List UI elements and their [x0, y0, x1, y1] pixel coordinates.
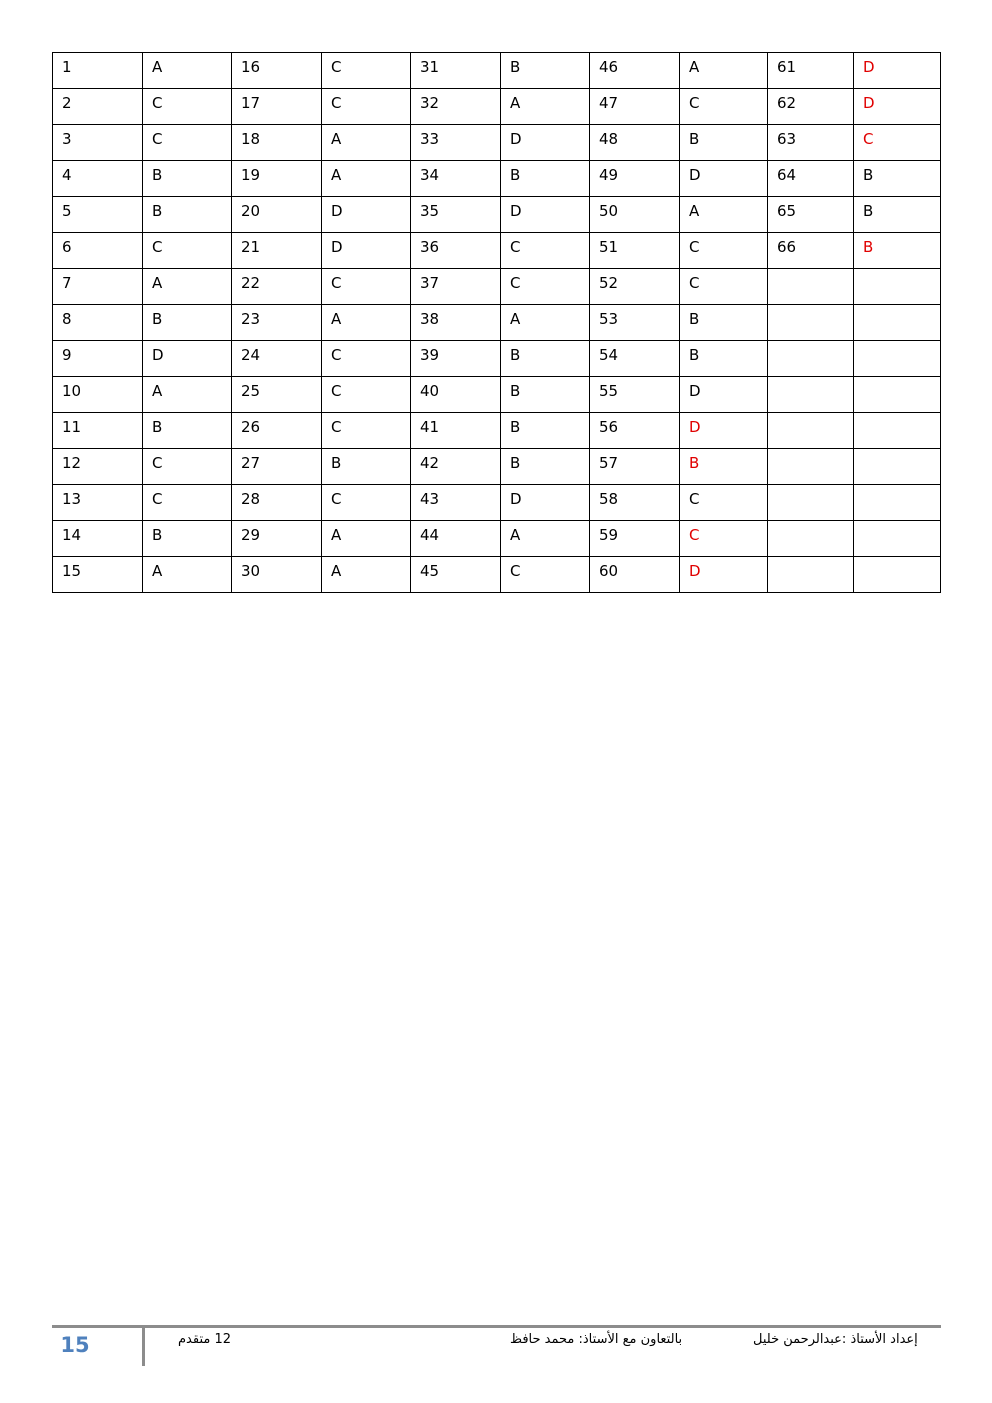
question-number-cell: 10	[53, 377, 143, 413]
answer-letter-cell: C	[680, 269, 768, 305]
answer-letter-cell: C	[680, 89, 768, 125]
answer-letter-cell: B	[501, 449, 590, 485]
question-number-cell: 55	[590, 377, 680, 413]
table-row	[53, 53, 941, 89]
answer-letter-cell: C	[143, 449, 232, 485]
question-number-cell: 2	[53, 89, 143, 125]
answer-letter-cell: A	[322, 125, 411, 161]
question-number-cell: 28	[232, 485, 322, 521]
answer-letter-cell: B	[143, 161, 232, 197]
answer-key-body	[53, 53, 941, 593]
table-row	[53, 521, 941, 557]
answer-letter-cell: C	[322, 89, 411, 125]
answer-letter-cell: D	[143, 341, 232, 377]
question-number-cell: 8	[53, 305, 143, 341]
question-number-cell: 26	[232, 413, 322, 449]
answer-letter-cell: B	[854, 161, 941, 197]
answer-letter-cell: D	[501, 485, 590, 521]
table-row	[53, 557, 941, 593]
question-number-cell: 47	[590, 89, 680, 125]
question-number-cell: 5	[53, 197, 143, 233]
question-number-cell: 45	[411, 557, 501, 593]
answer-letter-cell: A	[322, 305, 411, 341]
answer-letter-cell	[854, 521, 941, 557]
question-number-cell: 18	[232, 125, 322, 161]
footer-grade: 12 متقدم	[178, 1332, 232, 1347]
answer-letter-cell: A	[143, 269, 232, 305]
answer-letter-cell: C	[322, 53, 411, 89]
question-number-cell: 53	[590, 305, 680, 341]
question-number-cell: 54	[590, 341, 680, 377]
answer-letter-cell: D	[322, 197, 411, 233]
question-number-cell: 63	[768, 125, 854, 161]
footer-rule	[52, 1325, 941, 1328]
table-row	[53, 413, 941, 449]
question-number-cell: 51	[590, 233, 680, 269]
answer-letter-cell: B	[680, 341, 768, 377]
question-number-cell: 64	[768, 161, 854, 197]
question-number-cell: 15	[53, 557, 143, 593]
question-number-cell: 66	[768, 233, 854, 269]
table-row	[53, 125, 941, 161]
question-number-cell: 27	[232, 449, 322, 485]
answer-letter-cell: D	[854, 89, 941, 125]
answer-letter-cell: B	[143, 197, 232, 233]
question-number-cell: 7	[53, 269, 143, 305]
answer-letter-cell: D	[680, 413, 768, 449]
question-number-cell: 12	[53, 449, 143, 485]
footer-collaboration: بالتعاون مع الأستاذ: محمد حافظ	[510, 1332, 683, 1347]
answer-letter-cell: D	[322, 233, 411, 269]
question-number-cell: 6	[53, 233, 143, 269]
answer-letter-cell: C	[322, 413, 411, 449]
question-number-cell: 43	[411, 485, 501, 521]
question-number-cell: 20	[232, 197, 322, 233]
answer-letter-cell: C	[501, 233, 590, 269]
question-number-cell: 33	[411, 125, 501, 161]
answer-letter-cell: D	[501, 125, 590, 161]
question-number-cell: 60	[590, 557, 680, 593]
answer-letter-cell: C	[680, 521, 768, 557]
answer-letter-cell: C	[322, 269, 411, 305]
question-number-cell: 35	[411, 197, 501, 233]
question-number-cell: 42	[411, 449, 501, 485]
question-number-cell	[768, 269, 854, 305]
question-number-cell: 30	[232, 557, 322, 593]
question-number-cell: 57	[590, 449, 680, 485]
answer-letter-cell	[854, 341, 941, 377]
question-number-cell	[768, 449, 854, 485]
table-row	[53, 161, 941, 197]
answer-letter-cell: B	[501, 413, 590, 449]
question-number-cell: 9	[53, 341, 143, 377]
question-number-cell: 1	[53, 53, 143, 89]
answer-letter-cell: B	[680, 305, 768, 341]
question-number-cell: 29	[232, 521, 322, 557]
question-number-cell: 4	[53, 161, 143, 197]
question-number-cell: 22	[232, 269, 322, 305]
question-number-cell: 39	[411, 341, 501, 377]
table-row	[53, 377, 941, 413]
answer-letter-cell: D	[680, 557, 768, 593]
answer-letter-cell: C	[322, 341, 411, 377]
question-number-cell: 37	[411, 269, 501, 305]
answer-letter-cell: C	[143, 89, 232, 125]
answer-letter-cell: C	[501, 557, 590, 593]
table-row	[53, 233, 941, 269]
page-number: 15	[60, 1333, 90, 1357]
answer-letter-cell: A	[143, 557, 232, 593]
question-number-cell: 13	[53, 485, 143, 521]
answer-letter-cell	[854, 305, 941, 341]
answer-letter-cell: C	[501, 269, 590, 305]
answer-letter-cell: B	[143, 305, 232, 341]
question-number-cell	[768, 485, 854, 521]
table-row	[53, 341, 941, 377]
answer-letter-cell: D	[680, 161, 768, 197]
answer-letter-cell: B	[501, 53, 590, 89]
question-number-cell	[768, 377, 854, 413]
answer-letter-cell: C	[143, 125, 232, 161]
question-number-cell: 40	[411, 377, 501, 413]
answer-letter-cell: B	[143, 413, 232, 449]
question-number-cell: 49	[590, 161, 680, 197]
question-number-cell: 23	[232, 305, 322, 341]
question-number-cell	[768, 341, 854, 377]
question-number-cell: 50	[590, 197, 680, 233]
answer-letter-cell: C	[854, 125, 941, 161]
answer-letter-cell	[854, 269, 941, 305]
footer-author: إعداد الأستاذ :عبدالرحمن خليل	[753, 1332, 918, 1347]
answer-letter-cell	[854, 377, 941, 413]
answer-letter-cell: C	[680, 485, 768, 521]
answer-letter-cell: B	[854, 233, 941, 269]
answer-letter-cell: D	[680, 377, 768, 413]
table-row	[53, 305, 941, 341]
answer-letter-cell: B	[143, 521, 232, 557]
answer-letter-cell: A	[322, 521, 411, 557]
question-number-cell: 59	[590, 521, 680, 557]
question-number-cell: 46	[590, 53, 680, 89]
answer-letter-cell: B	[322, 449, 411, 485]
answer-letter-cell	[854, 413, 941, 449]
answer-letter-cell: B	[680, 125, 768, 161]
answer-letter-cell: A	[501, 89, 590, 125]
answer-letter-cell	[854, 557, 941, 593]
question-number-cell: 31	[411, 53, 501, 89]
question-number-cell: 14	[53, 521, 143, 557]
question-number-cell: 34	[411, 161, 501, 197]
answer-letter-cell	[854, 449, 941, 485]
question-number-cell: 16	[232, 53, 322, 89]
table-row	[53, 89, 941, 125]
question-number-cell: 58	[590, 485, 680, 521]
question-number-cell: 24	[232, 341, 322, 377]
table-row	[53, 197, 941, 233]
answer-letter-cell: B	[501, 377, 590, 413]
question-number-cell	[768, 413, 854, 449]
question-number-cell: 38	[411, 305, 501, 341]
answer-letter-cell: D	[854, 53, 941, 89]
answer-letter-cell: A	[322, 557, 411, 593]
answer-letter-cell: B	[854, 197, 941, 233]
question-number-cell: 11	[53, 413, 143, 449]
question-number-cell	[768, 305, 854, 341]
question-number-cell: 32	[411, 89, 501, 125]
question-number-cell: 65	[768, 197, 854, 233]
question-number-cell: 52	[590, 269, 680, 305]
answer-letter-cell: B	[501, 341, 590, 377]
answer-letter-cell: A	[680, 197, 768, 233]
question-number-cell: 17	[232, 89, 322, 125]
question-number-cell: 48	[590, 125, 680, 161]
question-number-cell: 36	[411, 233, 501, 269]
footer-divider	[142, 1328, 145, 1366]
answer-letter-cell: A	[143, 53, 232, 89]
answer-letter-cell: B	[680, 449, 768, 485]
answer-letter-cell: C	[680, 233, 768, 269]
question-number-cell: 62	[768, 89, 854, 125]
question-number-cell: 61	[768, 53, 854, 89]
answer-letter-cell: C	[143, 233, 232, 269]
question-number-cell: 21	[232, 233, 322, 269]
answer-letter-cell: A	[143, 377, 232, 413]
question-number-cell	[768, 557, 854, 593]
question-number-cell: 25	[232, 377, 322, 413]
table-row	[53, 449, 941, 485]
answer-letter-cell: C	[322, 485, 411, 521]
answer-letter-cell: C	[143, 485, 232, 521]
answer-letter-cell: C	[322, 377, 411, 413]
question-number-cell: 41	[411, 413, 501, 449]
answer-key-table	[52, 52, 941, 593]
question-number-cell: 19	[232, 161, 322, 197]
answer-letter-cell: A	[501, 521, 590, 557]
answer-letter-cell: B	[501, 161, 590, 197]
question-number-cell: 56	[590, 413, 680, 449]
question-number-cell: 44	[411, 521, 501, 557]
answer-letter-cell: D	[501, 197, 590, 233]
answer-letter-cell: A	[322, 161, 411, 197]
question-number-cell: 3	[53, 125, 143, 161]
answer-letter-cell: A	[501, 305, 590, 341]
answer-letter-cell: A	[680, 53, 768, 89]
answer-letter-cell	[854, 485, 941, 521]
table-row	[53, 269, 941, 305]
table-row	[53, 485, 941, 521]
question-number-cell	[768, 521, 854, 557]
